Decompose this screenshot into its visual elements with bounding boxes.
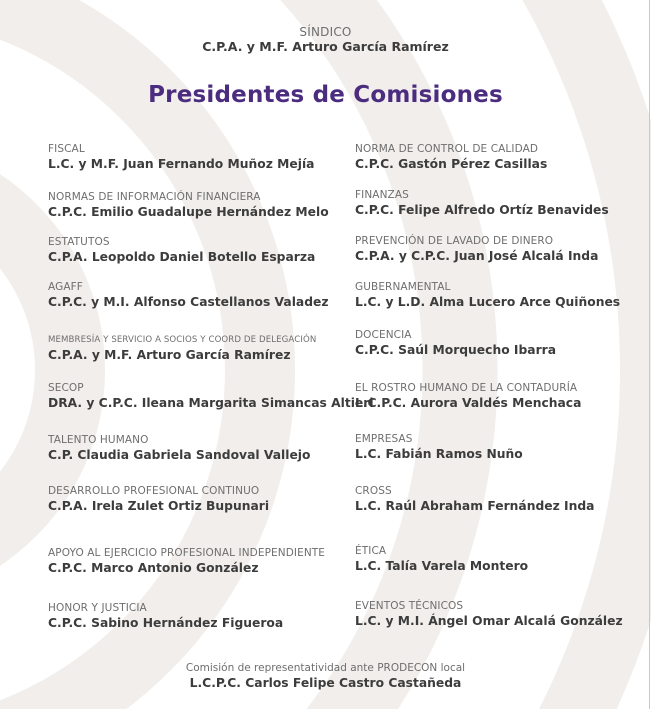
president-name: C.P.C. Sabino Hernández Figueroa [48, 616, 284, 630]
committee-entry [355, 433, 523, 462]
president-name: C.P.A. Irela Zulet Ortiz Bupunari [48, 499, 270, 513]
president-name: C.P.A. y C.P.C. Juan José Alcalá Inda [355, 249, 599, 263]
president-name: DRA. y C.P.C. Ileana Margarita Simancas Altieri [48, 396, 374, 410]
committee-entry [48, 191, 329, 220]
president-name: C.P.C. Marco Antonio González [48, 561, 259, 575]
committee-entry [355, 600, 623, 629]
committee-entry [355, 189, 609, 218]
president-name: C.P. Claudia Gabriela Sandoval Vallejo [48, 448, 311, 462]
committee-entry [355, 143, 547, 172]
president-name: C.P.C. y M.I. Alfonso Castellanos Valadez [48, 295, 329, 309]
committee-entry [355, 329, 556, 358]
committee-label: TALENTO HUMANO [48, 434, 149, 446]
committee-label: EL ROSTRO HUMANO DE LA CONTADURÍA [355, 382, 578, 394]
committee-entry [355, 545, 528, 574]
committee-label: NORMAS DE INFORMACIÓN FINANCIERA [48, 191, 261, 203]
committee-label: MEMBRESÍA Y SERVICIO A SOCIOS Y COORD DE DELEGACIÓN [48, 335, 317, 345]
president-name: L.C. y M.F. Juan Fernando Muñoz Mejía [48, 157, 315, 171]
committee-label: EMPRESAS [355, 433, 413, 445]
committee-entry [355, 281, 620, 310]
committee-label: SECOP [48, 382, 84, 394]
committee-entry [355, 382, 581, 411]
committee-label: DESARROLLO PROFESIONAL CONTINUO [48, 485, 260, 497]
committee-label: ESTATUTOS [48, 236, 110, 248]
committee-entry [48, 602, 283, 631]
president-name: L.C.P.C. Aurora Valdés Menchaca [355, 396, 582, 410]
president-name: L.C. Raúl Abraham Fernández Inda [355, 499, 595, 513]
committee-entry [48, 334, 316, 363]
sindico-block [0, 25, 651, 55]
committee-label: FISCAL [48, 143, 85, 155]
president-name: L.C. y L.D. Alma Lucero Arce Quiñones [355, 295, 621, 309]
prodecon-block [0, 661, 651, 691]
president-name: L.C. y M.I. Ángel Omar Alcalá González [355, 614, 623, 628]
committee-label: HONOR Y JUSTICIA [48, 602, 147, 614]
committee-label: EVENTOS TÉCNICOS [355, 600, 464, 612]
prodecon-name: L.C.P.C. Carlos Felipe Castro Castañeda [189, 676, 462, 690]
committee-entry [48, 434, 310, 463]
sindico-label: SÍNDICO [299, 25, 352, 39]
prodecon-label: Comisión de representatividad ante PRODECON local [185, 662, 466, 674]
president-name: C.P.A. Leopoldo Daniel Botello Esparza [48, 250, 316, 264]
committee-entry [48, 485, 269, 514]
president-name: C.P.A. y M.F. Arturo García Ramírez [48, 348, 291, 362]
committee-entry [48, 143, 314, 172]
president-name: C.P.C. Emilio Guadalupe Hernández Melo [48, 205, 329, 219]
committee-label: AGAFF [48, 281, 83, 293]
committee-label: FINANZAS [355, 189, 409, 201]
president-name: C.P.C. Gastón Pérez Casillas [355, 157, 548, 171]
president-name: L.C. Fabián Ramos Nuño [355, 447, 523, 461]
committee-label: APOYO AL EJERCICIO PROFESIONAL INDEPENDIENTE [48, 547, 326, 559]
committee-label: CROSS [355, 485, 392, 497]
committee-entry [48, 547, 325, 576]
president-name: C.P.C. Felipe Alfredo Ortíz Benavides [355, 203, 609, 217]
committee-label: NORMA DE CONTROL DE CALIDAD [355, 143, 539, 155]
committee-entry [48, 382, 374, 411]
sindico-name: C.P.A. y M.F. Arturo García Ramírez [202, 39, 449, 54]
committee-entry [48, 281, 329, 310]
committee-label: GUBERNAMENTAL [355, 281, 451, 293]
committee-entry [355, 485, 594, 514]
committee-entry [48, 236, 315, 265]
president-name: L.C. Talía Varela Montero [355, 559, 529, 573]
committee-entry [355, 235, 598, 264]
committee-label: PREVENCIÓN DE LAVADO DE DINERO [355, 235, 554, 247]
president-name: C.P.C. Saúl Morquecho Ibarra [355, 343, 557, 357]
committee-label: DOCENCIA [355, 329, 412, 341]
committee-label: ÉTICA [355, 545, 387, 557]
page-title: Presidentes de Comisiones [148, 82, 503, 108]
